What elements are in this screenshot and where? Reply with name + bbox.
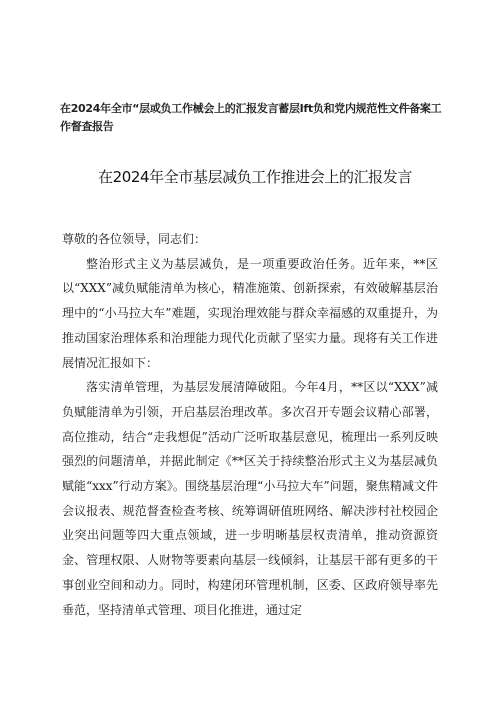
paragraph-intro: 整治形式主义为基层减负，是一项重要政治任务。近年来，**区以“XXX”减负赋能清单为核心，精准施策、创新探索，有效破解基层治理中的“小马拉大车”难题，实现治理效能与群众幸福感的双重提升，为推动国家治理体系和治理能力现代化贡献了坚实力量。现将有关工作进展情况汇报如下：	[62, 256, 438, 370]
document-title: 在2024年全市基层减负工作推进会上的汇报发言	[98, 168, 412, 186]
document-header-line: 在2024年全市“层或负工作械会上的汇报发言蓄层Ift负和党内规范性文件备案工作督查报告	[60, 102, 442, 133]
document-body	[62, 227, 438, 622]
paragraph-list-management: 落实清单管理，为基层发展清障破阻。今年4月，**区以“XXX”减负赋能清单为引领，开启基层治理改革。多次召开专题会议精心部署，高位推动，结合“走我想促”活动广泛听取基层意见，梳理出一系列反映强烈的问题清单，并据此制定《**区关于持续整治形式主义为基层减负赋能“xxx”行动方案》。围绕基层治理“小马拉大车”问题，聚焦精减文件会议报表、规范督查检查考核、统筹调研值班网络、解决涉村社校园企业突出问题等四大重点领域，进一步明晰基层权责清单，推动资源资金、管理权限、人财物等要素向基层一线倾斜，让基层干部有更多的干事创业空间和动力。同时，构建闭环管理机制，区委、区政府领导率先垂范，坚持清单式管理、项目化推进，通过定	[62, 380, 438, 617]
salutation: 尊敬的各位领导，同志们：	[62, 232, 207, 246]
